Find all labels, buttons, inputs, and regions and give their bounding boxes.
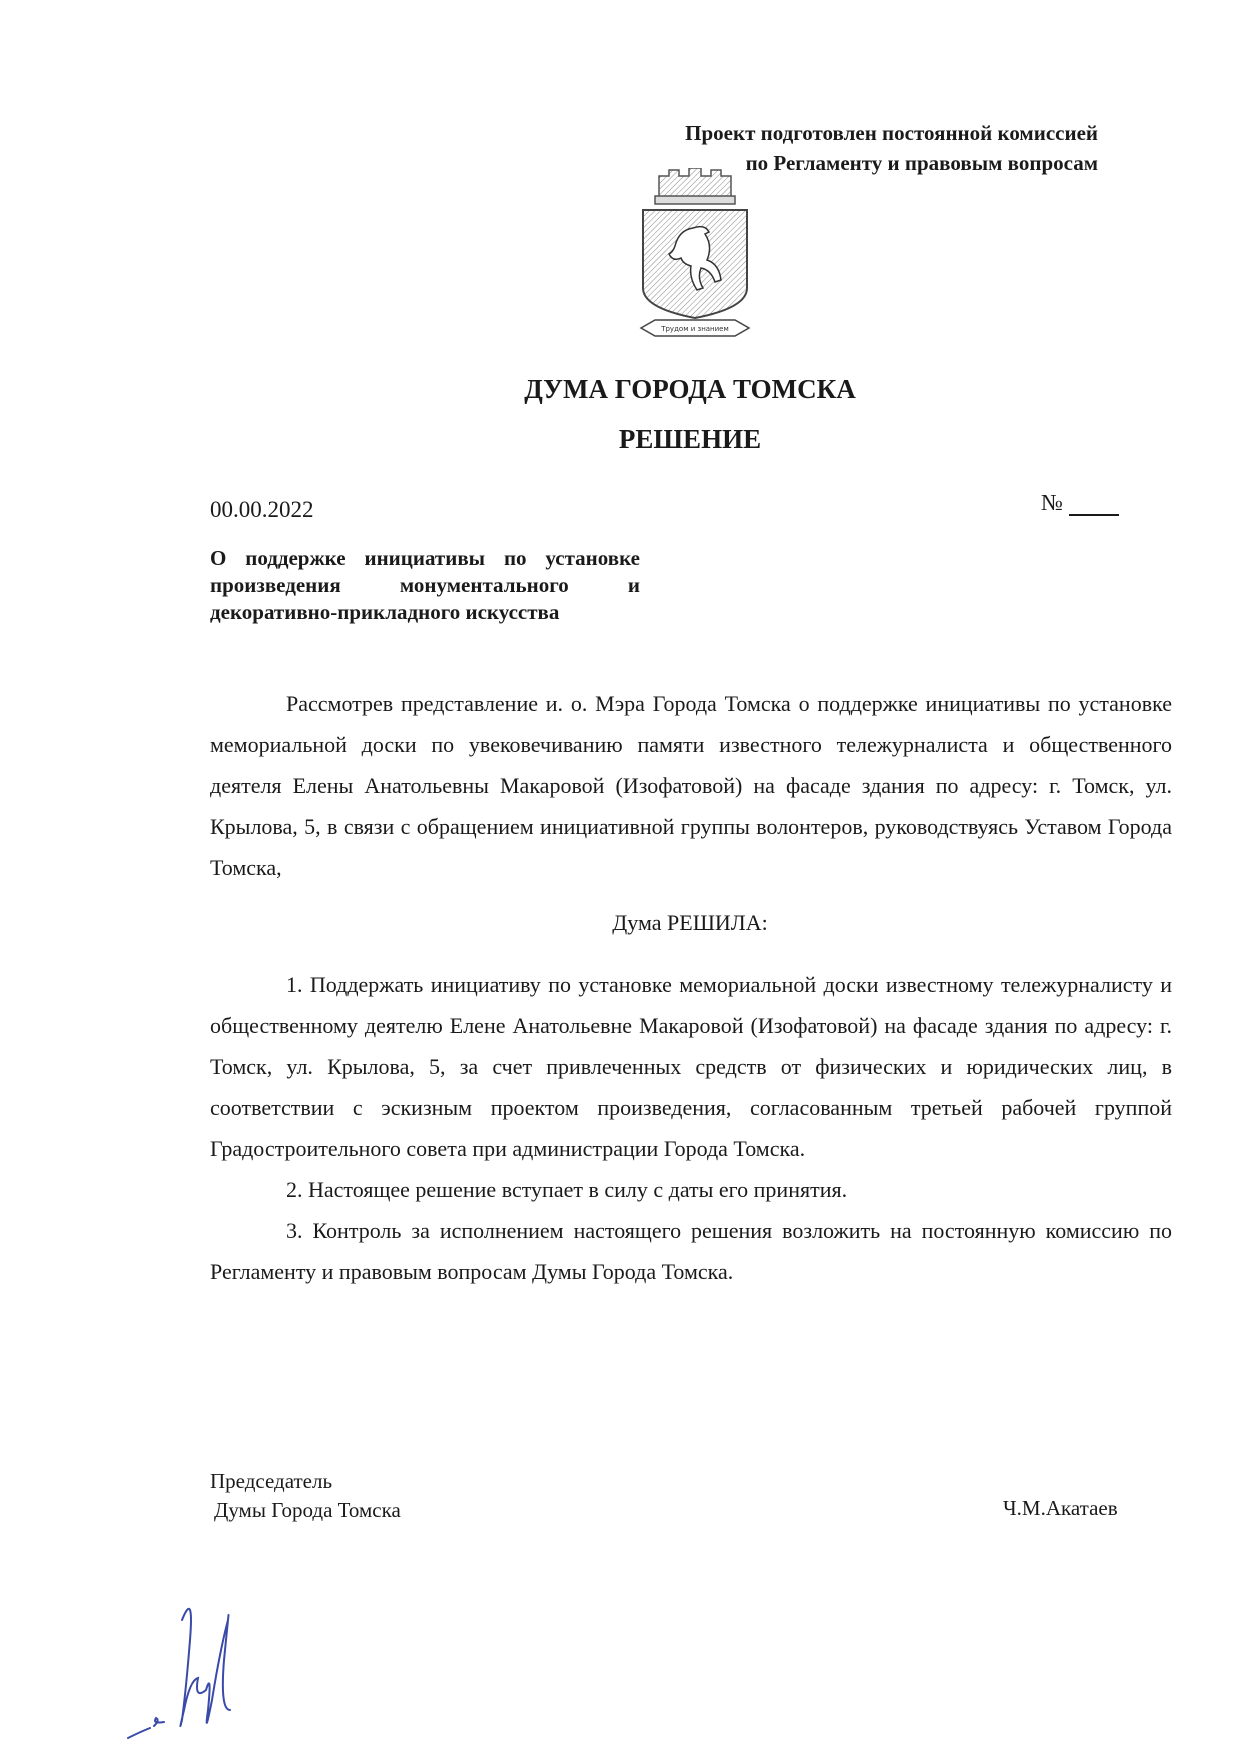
- decision-subject: О поддержке инициативы по установке произведения монументального и декоративно-прикладного искусства: [210, 546, 640, 624]
- decision-date: 00.00.2022: [210, 497, 314, 522]
- signatory-name: Ч.М.Акатаев: [1003, 1496, 1118, 1520]
- organization-title: ДУМА ГОРОДА ТОМСКА: [524, 374, 856, 404]
- items-block: [210, 964, 1172, 1292]
- tomsk-coat-of-arms-icon: [635, 168, 755, 344]
- number-blank: [1069, 490, 1119, 516]
- emblem-motto: Трудом и знанием: [661, 325, 729, 333]
- signatory-position-line-2: Думы Города Томска: [214, 1498, 401, 1522]
- signatory-position-line-1: Председатель: [210, 1469, 333, 1493]
- handwritten-signature: [120, 1560, 300, 1760]
- prepared-by-line-2: по Регламенту и правовым вопросам: [745, 151, 1098, 175]
- prepared-by-line-1: Проект подготовлен постоянной комиссией: [685, 121, 1098, 145]
- preamble-paragraph: Рассмотрев представление и. о. Мэра Города Томска о поддержке инициативы по установке мемориальной доски по увековечиванию памяти известного тележурналиста и общественного деятеля Елены Анатольевны Макаровой (Изофатовой) на фасаде здания по адресу: г. Томск, ул. Крылова, 5, в связи с обращением инициативной группы волонтеров, руководствуясь Уставом Города Томска,: [210, 691, 1172, 880]
- item-3: 3. Контроль за исполнением настоящего решения возложить на постоянную комиссию по Регламенту и правовым вопросам Думы Города Томска.: [210, 1218, 1172, 1284]
- item-2: 2. Настоящее решение вступает в силу с даты его принятия.: [286, 1177, 848, 1202]
- resolved-heading: Дума РЕШИЛА:: [612, 910, 768, 935]
- preamble-block: [210, 683, 1172, 888]
- number-label: №: [1041, 490, 1063, 515]
- decision-number: [1041, 490, 1119, 516]
- item-1: 1. Поддержать инициативу по установке мемориальной доски известному тележурналисту и общественному деятелю Елене Анатольевне Макаровой (Изофатовой) на фасаде здания по адресу: г. Томск, ул. Крылова, 5, за счет привлеченных средств от физических и юридических лиц, в соответствии с эскизным проектом произведения, согласованным третьей рабочей группой Градостроительного совета при администрации Города Томска.: [210, 972, 1172, 1161]
- signatory-position: [210, 1467, 401, 1525]
- document-type-title: РЕШЕНИЕ: [618, 424, 762, 454]
